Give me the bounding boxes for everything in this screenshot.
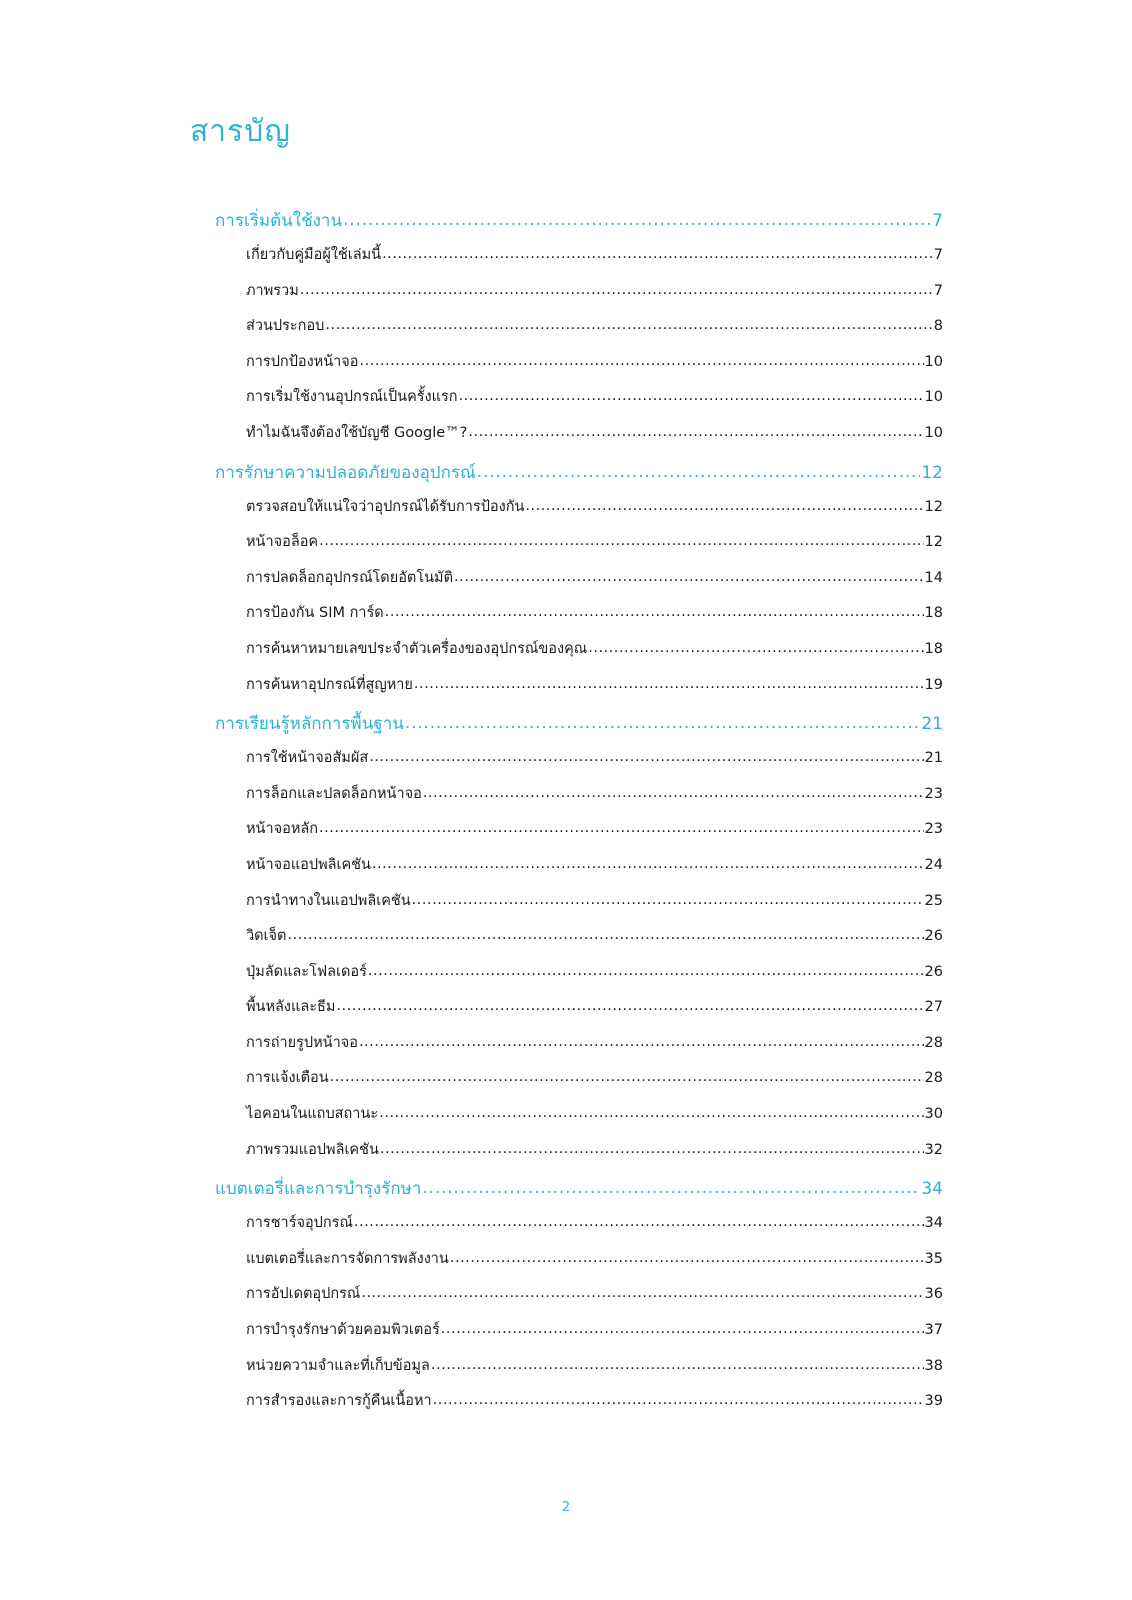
- toc-entry-title: การเริ่มใช้งานอุปกรณ์เป็นครั้งแรก: [246, 389, 458, 406]
- toc-entry-link[interactable]: [215, 1318, 943, 1354]
- toc-entry-title: วิดเจ็ต: [246, 928, 287, 945]
- toc-entry-title: การค้นหาหมายเลขประจำตัวเครื่องของอุปกรณ์ของคุณ: [246, 640, 588, 657]
- table-of-contents: [215, 205, 943, 1425]
- dot-leader: [354, 1214, 924, 1230]
- dot-leader: [412, 892, 924, 908]
- dot-leader: [360, 353, 924, 369]
- toc-entry-link[interactable]: [215, 1066, 943, 1102]
- toc-entry-title: การใช้หน้าจอสัมผัส: [246, 750, 369, 767]
- toc-entry-link[interactable]: [215, 530, 943, 566]
- toc-entry-page: 7: [933, 282, 943, 299]
- toc-section: [215, 205, 943, 457]
- toc-entry-page: 28: [924, 1034, 943, 1051]
- dot-leader: [433, 1392, 924, 1408]
- toc-entry-title: การนำทางในแอปพลิเคชัน: [246, 892, 411, 909]
- toc-entry-title: ไอคอนในแถบสถานะ: [246, 1106, 379, 1123]
- toc-entry-page: 28: [924, 1070, 943, 1087]
- toc-entry-title: หน้าจอแอปพลิเคชัน: [246, 856, 371, 873]
- toc-entry-title: พื้นหลังและธีม: [246, 999, 336, 1016]
- toc-entry-page: 24: [924, 856, 943, 873]
- toc-chapter-title: การเริ่มต้นใช้งาน: [215, 211, 343, 231]
- toc-entry-link[interactable]: [215, 495, 943, 531]
- toc-section: [215, 1173, 943, 1425]
- toc-entry-page: 30: [924, 1106, 943, 1123]
- toc-entry-title: หน้าจอล็อค: [246, 534, 319, 551]
- dot-leader: [343, 210, 931, 230]
- toc-entry-link[interactable]: [215, 637, 943, 673]
- toc-entry-link[interactable]: [215, 1138, 943, 1174]
- dot-leader: [379, 1105, 923, 1121]
- toc-entry-link[interactable]: [215, 1031, 943, 1067]
- toc-entry-page: 12: [924, 534, 943, 551]
- toc-entry-link[interactable]: [215, 782, 943, 818]
- toc-entry-title: การถ่ายรูปหน้าจอ: [246, 1034, 358, 1051]
- dot-leader: [368, 963, 924, 979]
- toc-entry-link[interactable]: [215, 601, 943, 637]
- toc-entry-page: 34: [924, 1215, 943, 1232]
- toc-entry-link[interactable]: [215, 279, 943, 315]
- dot-leader: [319, 533, 923, 549]
- toc-entry-page: 7: [933, 247, 943, 263]
- toc-entry-link[interactable]: [215, 314, 943, 350]
- toc-entry-link[interactable]: [215, 385, 943, 421]
- dot-leader: [287, 927, 923, 943]
- toc-entry-title: ภาพรวมแอปพลิเคชัน: [246, 1141, 379, 1158]
- toc-entry-page: 18: [924, 640, 943, 657]
- toc-entry-link[interactable]: [215, 243, 943, 279]
- toc-entry-page: 36: [924, 1286, 943, 1303]
- dot-leader: [441, 1321, 924, 1337]
- toc-entry-link[interactable]: [215, 853, 943, 889]
- toc-entry-page: 25: [924, 892, 943, 909]
- toc-entry-link[interactable]: [215, 421, 943, 457]
- toc-entry-title: การแจ้งเตือน: [246, 1070, 329, 1087]
- toc-entry-page: 19: [924, 676, 943, 693]
- toc-entry-title: แบตเตอรี่และการจัดการพลังงาน: [246, 1250, 449, 1267]
- dot-leader: [454, 569, 924, 585]
- page-number: 2: [561, 1500, 571, 1515]
- toc-entry-title: ทำไมฉันจึงต้องใช้บัญชี Google™?: [246, 424, 468, 441]
- dot-leader: [588, 640, 923, 656]
- dot-leader: [450, 1250, 924, 1266]
- toc-entry-title: การอัปเดตอุปกรณ์: [246, 1286, 361, 1303]
- toc-entry-link[interactable]: [215, 746, 943, 782]
- dot-leader: [414, 676, 924, 692]
- toc-chapter-title: การรักษาความปลอดภัยของอุปกรณ์: [215, 462, 476, 483]
- toc-entry-title: การชาร์จอุปกรณ์: [246, 1215, 353, 1232]
- toc-entry-title: เกี่ยวกับคู่มือผู้ใช้เล่มนี้: [246, 247, 382, 263]
- toc-entry-title: การค้นหาอุปกรณ์ที่สูญหาย: [246, 676, 413, 693]
- page-title: สารบัญ: [190, 114, 291, 149]
- toc-entry-page: 37: [924, 1322, 943, 1339]
- dot-leader: [459, 388, 924, 404]
- dot-leader: [359, 1034, 924, 1050]
- toc-entry-link[interactable]: [215, 673, 943, 709]
- toc-entry-title: ภาพรวม: [246, 282, 299, 299]
- toc-chapter-title: การเรียนรู้หลักการพื้นฐาน: [215, 714, 404, 735]
- dot-leader: [372, 856, 924, 872]
- toc-chapter-page: 21: [921, 714, 943, 735]
- toc-chapter-page: 12: [921, 462, 943, 483]
- dot-leader: [468, 424, 923, 440]
- dot-leader: [369, 749, 923, 765]
- toc-entry-link[interactable]: [215, 960, 943, 996]
- toc-entry-page: 10: [924, 389, 943, 406]
- toc-entry-link[interactable]: [215, 817, 943, 853]
- toc-entry-page: 14: [924, 569, 943, 586]
- toc-entry-page: 18: [924, 605, 943, 622]
- toc-entry-title: หน้าจอหลัก: [246, 821, 319, 838]
- toc-entry-title: ปุ่มลัดและโฟลเดอร์: [246, 963, 367, 980]
- toc-chapter-link[interactable]: [215, 1173, 943, 1211]
- toc-entry-page: 21: [924, 750, 943, 767]
- toc-entry-title: การล็อกและปลดล็อกหน้าจอ: [246, 785, 422, 802]
- dot-leader: [423, 785, 924, 801]
- toc-entry-page: 38: [924, 1357, 943, 1374]
- toc-entry-link[interactable]: [215, 995, 943, 1031]
- toc-entry-page: 35: [924, 1250, 943, 1267]
- toc-entry-page: 10: [924, 353, 943, 370]
- toc-entry-title: ส่วนประกอบ: [246, 318, 325, 335]
- dot-leader: [525, 498, 923, 514]
- dot-leader: [385, 604, 924, 620]
- dot-leader: [382, 246, 933, 262]
- toc-entry-link[interactable]: [215, 889, 943, 925]
- toc-section: [215, 708, 943, 1173]
- toc-entry-title: การปลดล็อกอุปกรณ์โดยอัตโนมัติ: [246, 569, 454, 586]
- toc-entry-page: 32: [924, 1141, 943, 1158]
- toc-entry-link[interactable]: [215, 1389, 943, 1425]
- toc-entry-page: 26: [924, 928, 943, 945]
- toc-entry-link[interactable]: [215, 924, 943, 960]
- toc-entry-title: การบำรุงรักษาด้วยคอมพิวเตอร์: [246, 1322, 440, 1339]
- dot-leader: [330, 1069, 924, 1085]
- toc-entry-page: 12: [924, 498, 943, 515]
- dot-leader: [361, 1285, 923, 1301]
- dot-leader: [477, 462, 921, 482]
- toc-entry-page: 8: [933, 318, 943, 335]
- toc-entry-link[interactable]: [215, 1282, 943, 1318]
- toc-chapter-link[interactable]: [215, 708, 943, 746]
- toc-entry-link[interactable]: [215, 1211, 943, 1247]
- toc-chapter-link[interactable]: [215, 205, 943, 243]
- dot-leader: [336, 998, 923, 1014]
- toc-entry-title: ตรวจสอบให้แน่ใจว่าอุปกรณ์ได้รับการป้องกัน: [246, 498, 525, 515]
- toc-entry-page: 39: [924, 1393, 943, 1410]
- toc-entry-page: 26: [924, 963, 943, 980]
- dot-leader: [325, 317, 932, 333]
- toc-entry-page: 27: [924, 999, 943, 1016]
- toc-chapter-title: แบตเตอรี่และการบำรุงรักษา: [215, 1179, 422, 1200]
- dot-leader: [422, 1178, 920, 1198]
- toc-entry-link[interactable]: [215, 1102, 943, 1138]
- toc-entry-link[interactable]: [215, 1247, 943, 1283]
- dot-leader: [319, 820, 924, 836]
- dot-leader: [380, 1141, 924, 1157]
- dot-leader: [300, 282, 933, 298]
- toc-entry-title: การป้องกัน SIM การ์ด: [246, 605, 384, 622]
- toc-entry-link[interactable]: [215, 350, 943, 386]
- toc-chapter-page: 34: [921, 1179, 943, 1200]
- toc-chapter-page: 7: [932, 211, 943, 231]
- dot-leader: [405, 713, 920, 733]
- toc-entry-title: หน่วยความจำและที่เก็บข้อมูล: [246, 1357, 430, 1374]
- dot-leader: [431, 1357, 924, 1373]
- toc-entry-page: 23: [924, 785, 943, 802]
- toc-entry-page: 10: [924, 424, 943, 441]
- toc-entry-title: การปกป้องหน้าจอ: [246, 353, 359, 370]
- toc-chapter-link[interactable]: [215, 457, 943, 495]
- toc-entry-page: 23: [924, 821, 943, 838]
- toc-entry-link[interactable]: [215, 566, 943, 602]
- toc-entry-link[interactable]: [215, 1354, 943, 1390]
- toc-section: [215, 457, 943, 709]
- toc-entry-title: การสำรองและการกู้คืนเนื้อหา: [246, 1393, 432, 1410]
